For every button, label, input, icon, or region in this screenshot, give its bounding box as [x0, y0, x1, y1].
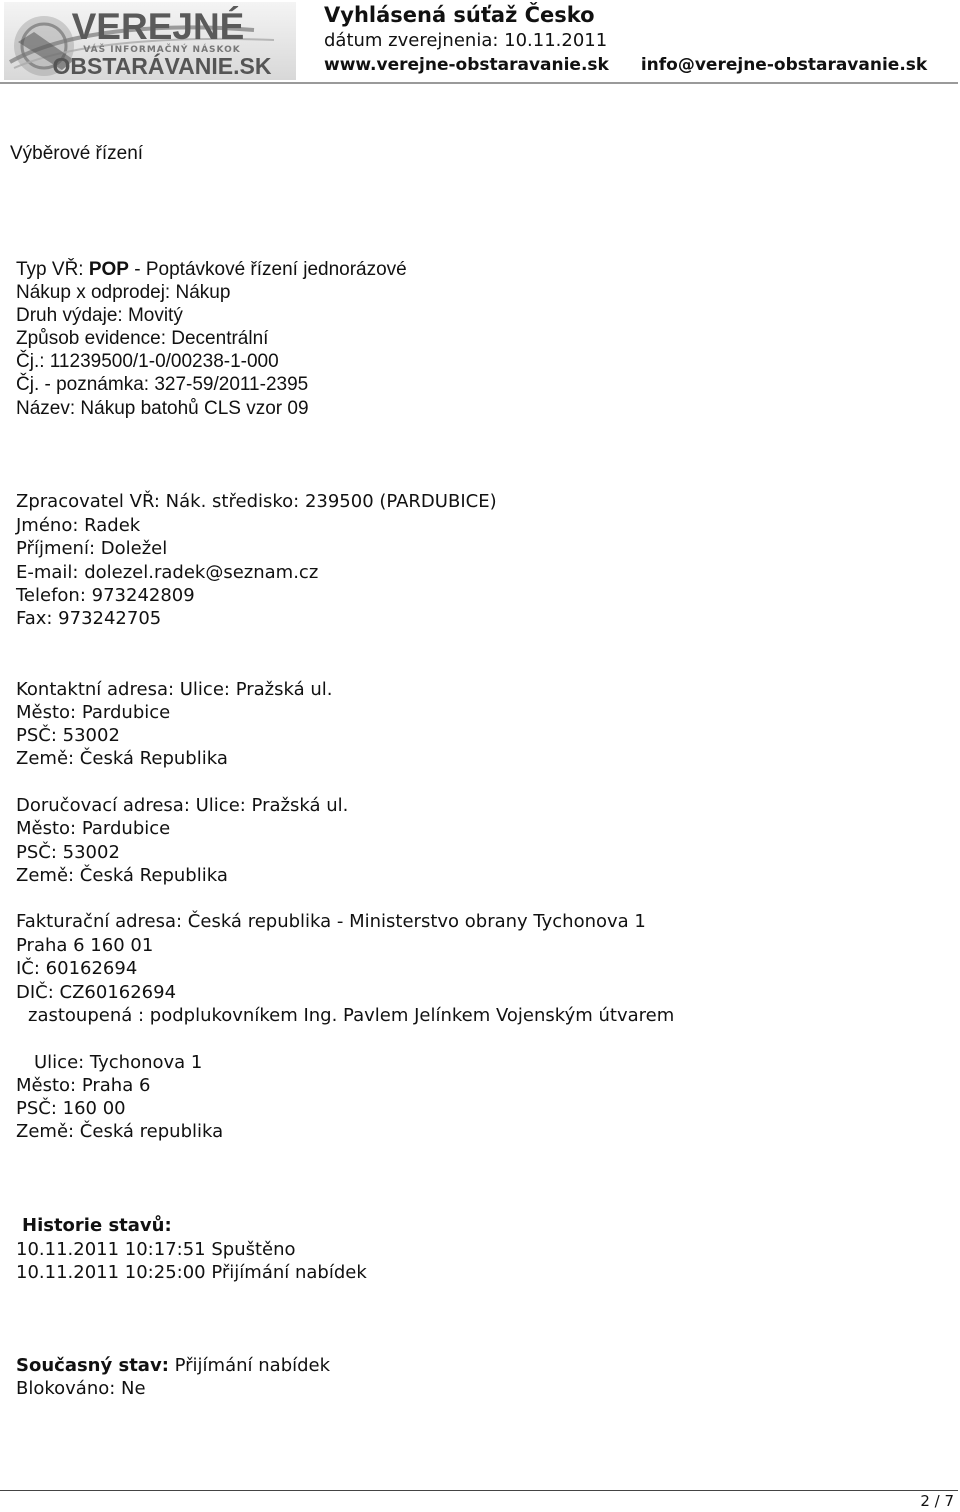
- delivery-zip: PSČ: 53002: [16, 842, 120, 863]
- tender-type-code: POP: [88, 259, 129, 280]
- processor-phone: Telefon: 973242809: [16, 585, 195, 606]
- billing-country: Země: Česká republika: [16, 1121, 224, 1142]
- expense-type: Druh výdaje: Movitý: [16, 305, 183, 326]
- billing-address: Fakturační adresa: Česká republika - Ministerstvo obrany Tychonova 1: [16, 911, 646, 932]
- current-state-label: Současný stav:: [16, 1355, 169, 1376]
- tender-type: [16, 258, 407, 281]
- history-entry: 10.11.2011 10:25:00 Přijímání nabídek: [16, 1262, 367, 1283]
- history-entry: 10.11.2011 10:17:51 Spuštěno: [16, 1239, 296, 1260]
- publication-date: dátum zverejnenia: 10.11.2011: [324, 30, 608, 51]
- billing-street: Ulice: Tychonova 1: [34, 1052, 203, 1073]
- tender-name: Název: Nákup batohů CLS vzor 09: [16, 398, 309, 419]
- tender-type-label: Typ VŘ:: [16, 259, 89, 280]
- contact-zip: PSČ: 53002: [16, 725, 120, 746]
- evidence-method: Způsob evidence: Decentrální: [16, 328, 269, 349]
- delivery-country: Země: Česká Republika: [16, 865, 228, 886]
- verejne-obstaravanie-logo: [4, 2, 296, 80]
- billing-city: Město: Praha 6: [16, 1075, 151, 1096]
- tender-type-desc: - Poptávkové řízení jednorázové: [128, 259, 407, 280]
- billing-representative: zastoupená : podplukovníkem Ing. Pavlem Jelínkem Vojenským útvarem: [28, 1005, 675, 1026]
- processor-email: E-mail: dolezel.radek@seznam.cz: [16, 562, 319, 583]
- contact-country: Země: Česká Republika: [16, 748, 228, 769]
- document-heading: Výběrové řízení: [10, 143, 144, 164]
- contact-address: Kontaktní adresa: Ulice: Pražská ul.: [16, 679, 333, 700]
- current-state: [16, 1354, 330, 1377]
- header-text: [324, 2, 927, 76]
- billing-dic: DIČ: CZ60162694: [16, 982, 177, 1003]
- processor-last-name: Příjmení: Doležel: [16, 538, 168, 559]
- logo-tagline: VÁŠ INFORMAČNÝ NÁSKOK: [83, 45, 241, 55]
- header-divider: [0, 82, 958, 84]
- page-header: [0, 0, 960, 84]
- billing-city-zip: Praha 6 160 01: [16, 935, 154, 956]
- header-links: [324, 54, 927, 76]
- processor-fax: Fax: 973242705: [16, 608, 162, 629]
- history-label: [22, 1214, 172, 1237]
- logo-graphic: [4, 2, 296, 80]
- processor-first-name: Jméno: Radek: [16, 515, 141, 536]
- website-link[interactable]: www.verejne-obstaravanie.sk: [324, 55, 609, 75]
- current-state-value: Přijímání nabídek: [168, 1355, 331, 1376]
- purchase-type: Nákup x odprodej: Nákup: [16, 282, 231, 303]
- logo-name: OBSTARÁVANIE.SK: [52, 53, 272, 79]
- delivery-address: Doručovací adresa: Ulice: Pražská ul.: [16, 795, 349, 816]
- history-label-text: Historie stavů:: [22, 1215, 172, 1236]
- logo-title: VEREJNÉ: [71, 6, 245, 47]
- email-link[interactable]: info@verejne-obstaravanie.sk: [640, 55, 928, 75]
- delivery-city: Město: Pardubice: [16, 818, 171, 839]
- page-number: 2 / 7: [920, 1492, 954, 1510]
- processor-line: Zpracovatel VŘ: Nák. středisko: 239500 (PARDUBICE): [16, 491, 497, 512]
- reference-number: Čj.: 11239500/1-0/00238-1-000: [16, 351, 279, 372]
- footer-divider: [0, 1490, 958, 1491]
- contact-city: Město: Pardubice: [16, 702, 171, 723]
- billing-ic: IČ: 60162694: [16, 958, 138, 979]
- billing-zip: PSČ: 160 00: [16, 1098, 126, 1119]
- reference-note: Čj. - poznámka: 327-59/2011-2395: [16, 374, 309, 395]
- header-title: Vyhlásená súťaž Česko: [324, 3, 595, 27]
- blocked-status: Blokováno: Ne: [16, 1378, 146, 1399]
